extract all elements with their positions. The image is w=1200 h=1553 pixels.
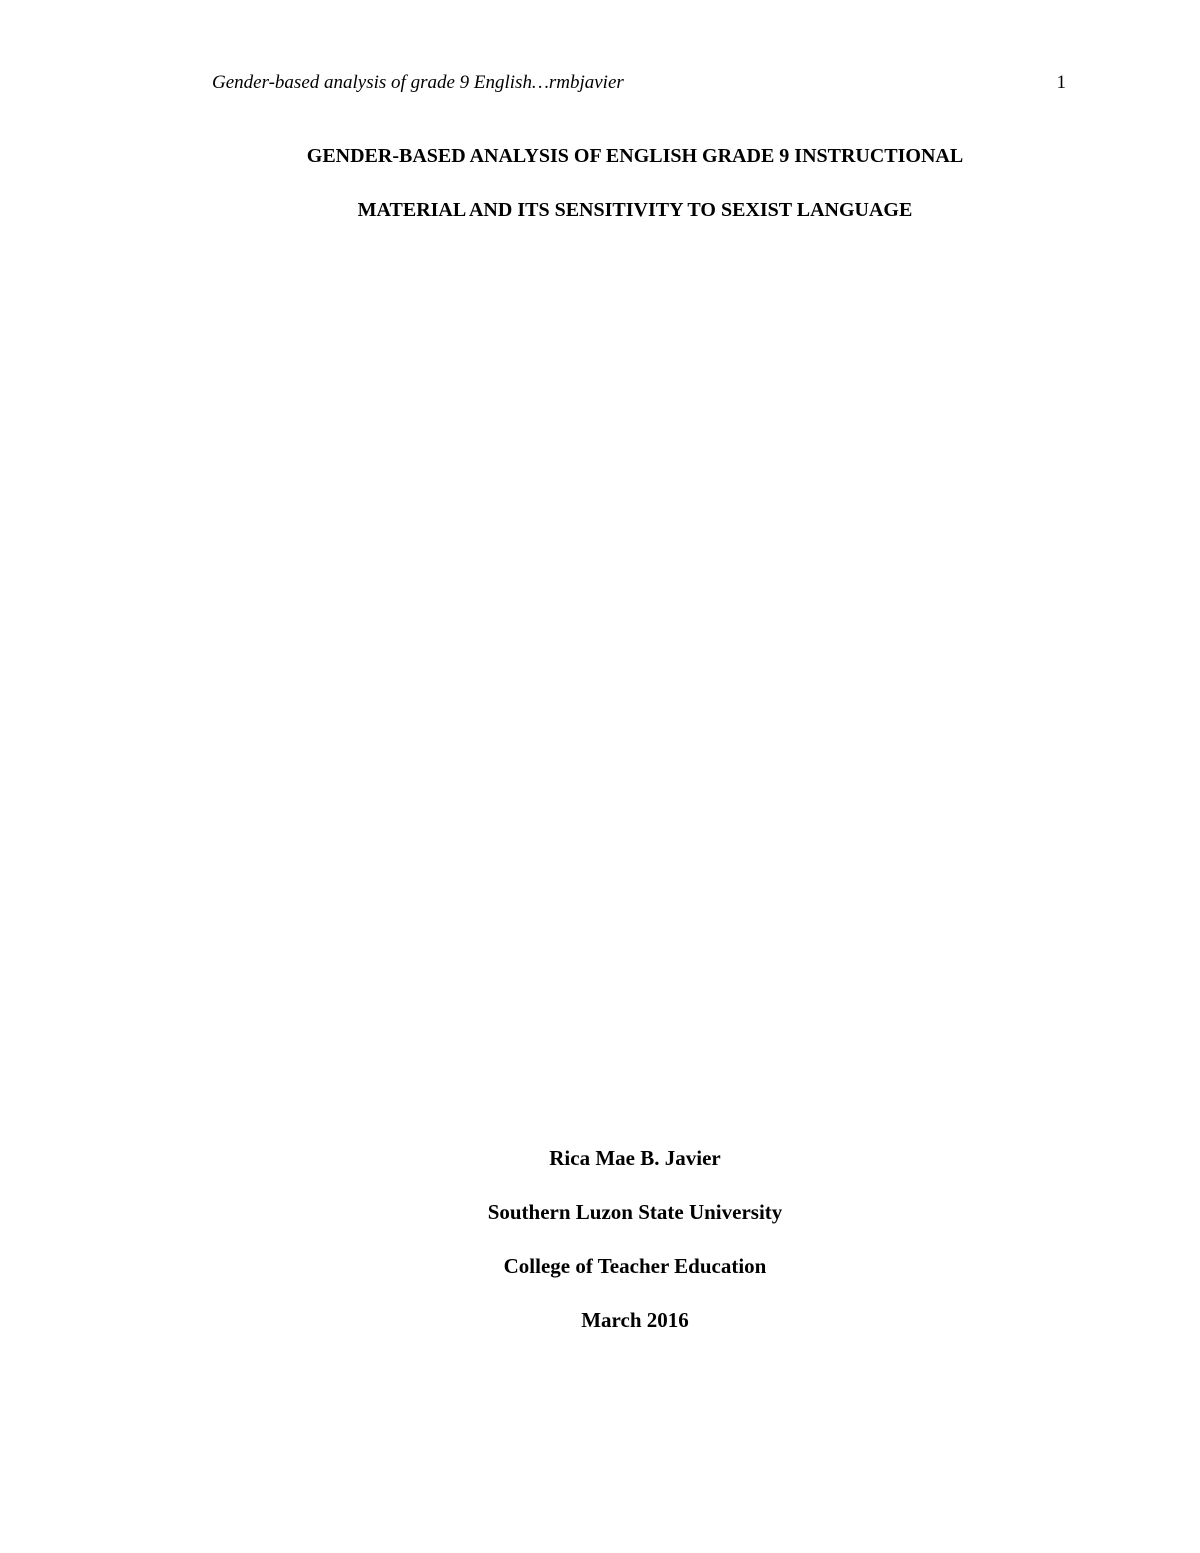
college-name: College of Teacher Education [503, 1254, 767, 1278]
submission-date: March 2016 [581, 1308, 689, 1332]
page-number: 1 [1056, 72, 1066, 93]
university-name: Southern Luzon State University [487, 1200, 783, 1224]
title-line-1: GENDER-BASED ANALYSIS OF ENGLISH GRADE 9 INSTRUCTIONAL [306, 145, 964, 167]
author-name: Rica Mae B. Javier [549, 1146, 721, 1170]
running-head: Gender-based analysis of grade 9 English…rmbjavier [212, 72, 624, 93]
title-line-2: MATERIAL AND ITS SENSITIVITY TO SEXIST LANGUAGE [357, 199, 913, 221]
